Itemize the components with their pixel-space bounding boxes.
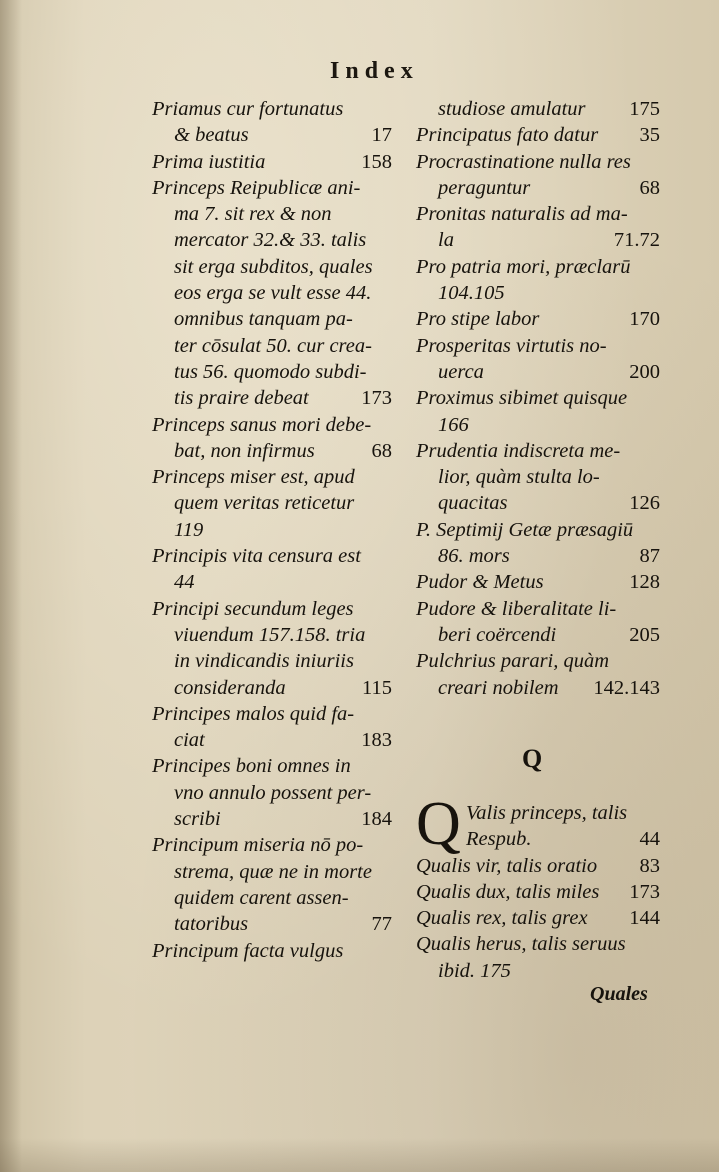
- entry-page-number: 44: [639, 828, 660, 851]
- entry-text: Pro patria mori, præclarū: [416, 255, 631, 278]
- entry-text: Procrastinatione nulla res: [416, 150, 631, 173]
- entry-text: ter cōsulat 50. cur crea-: [174, 334, 372, 357]
- index-entry: [152, 490, 392, 516]
- index-entry: [152, 333, 392, 359]
- index-entry: [416, 879, 660, 905]
- index-entry: [152, 438, 392, 464]
- page-edge-shadow: [0, 0, 22, 1172]
- entry-text: ma 7. sit rex & non: [174, 203, 332, 226]
- entry-page-number: 173: [361, 387, 392, 410]
- entry-text: tus 56. quomodo subdi-: [174, 360, 367, 383]
- index-entry: [152, 569, 392, 595]
- index-entry: [152, 385, 392, 411]
- index-entry: [152, 464, 392, 490]
- index-entry: [152, 911, 392, 937]
- q-entries: [416, 853, 660, 984]
- page-bottom-shadow: [0, 1138, 719, 1172]
- entry-page-number: 68: [639, 176, 660, 199]
- page-header: Index: [330, 58, 419, 84]
- index-entry: [416, 931, 660, 957]
- entry-text: Principes boni omnes in: [152, 755, 351, 778]
- drop-cap: Q: [416, 790, 461, 858]
- entry-text: Priamus cur fortunatus: [152, 98, 344, 120]
- index-column-right: [416, 96, 660, 701]
- entry-text: 104.105: [438, 282, 505, 305]
- entry-text: Pudor & Metus: [416, 571, 544, 594]
- entry-text: Principis vita censura est: [152, 545, 361, 568]
- index-entry: [152, 596, 392, 622]
- index-entry: [416, 149, 660, 175]
- entry-page-number: 142.143: [593, 676, 660, 699]
- index-entry: [152, 96, 392, 122]
- entry-text: la: [438, 229, 454, 252]
- index-entry: [152, 622, 392, 648]
- entry-text: Respub.: [466, 828, 532, 851]
- entry-text: Qualis dux, talis miles: [416, 880, 600, 903]
- entry-page-number: 158: [361, 150, 392, 173]
- index-entry: [416, 490, 660, 516]
- index-column-left: [152, 96, 392, 964]
- entry-text: peraguntur: [438, 176, 531, 199]
- entry-text: Prosperitas virtutis no-: [416, 334, 607, 357]
- entry-text: uerca: [438, 360, 484, 383]
- entry-text: Principes malos quid fa-: [152, 702, 355, 725]
- entry-text: in vindicandis iniuriis: [174, 650, 354, 673]
- entry-text: Pronitas naturalis ad ma-: [416, 203, 628, 226]
- entry-text: ciat: [174, 729, 205, 752]
- index-entry: [416, 412, 660, 438]
- entry-text: & beatus: [174, 124, 249, 147]
- index-entry: [152, 412, 392, 438]
- entry-text: 166: [438, 413, 469, 436]
- index-entry: [152, 806, 392, 832]
- index-entry: [416, 438, 660, 464]
- index-entry: [416, 333, 660, 359]
- entry-text: scribi: [174, 808, 221, 831]
- index-entry: [416, 958, 660, 984]
- index-entry: [416, 543, 660, 569]
- index-entry: [152, 175, 392, 201]
- index-entry: [416, 359, 660, 385]
- entry-text: omnibus tanquam pa-: [174, 308, 353, 331]
- entry-page-number: 128: [629, 571, 660, 594]
- index-entry: [416, 596, 660, 622]
- index-entry: [416, 122, 660, 148]
- index-entry: [152, 648, 392, 674]
- index-entry: [416, 464, 660, 490]
- index-entry: [152, 727, 392, 753]
- entry-page-number: 184: [361, 808, 392, 831]
- entry-text: studiose amulatur: [438, 98, 586, 120]
- q-section: [416, 790, 660, 984]
- index-entry: [152, 280, 392, 306]
- index-entry: [152, 149, 392, 175]
- entry-text: quem veritas reticetur: [174, 492, 355, 515]
- index-entry: [416, 280, 660, 306]
- entry-text: quacitas: [438, 492, 508, 515]
- index-entry: [416, 175, 660, 201]
- entry-text: Valis princeps, talis: [466, 802, 628, 824]
- entry-page-number: 173: [629, 880, 660, 903]
- entry-text: strema, quæ ne in morte: [174, 860, 372, 883]
- entry-text: Principum facta vulgus: [152, 939, 344, 962]
- index-entry: [152, 254, 392, 280]
- index-entry: [152, 543, 392, 569]
- entry-page-number: 170: [629, 308, 660, 331]
- index-entry: [152, 359, 392, 385]
- entry-page-number: 175: [629, 98, 660, 120]
- entry-text: lior, quàm stulta lo-: [438, 466, 600, 489]
- entry-text: sit erga subditos, quales: [174, 255, 373, 278]
- index-entry: [416, 96, 660, 122]
- entry-text: vno annulo possent per-: [174, 781, 372, 804]
- entry-text: Prima iustitia: [152, 150, 266, 173]
- entry-text: Qualis vir, talis oratio: [416, 854, 598, 877]
- entry-page-number: 83: [639, 854, 660, 877]
- entry-page-number: 115: [362, 676, 392, 699]
- entry-text: Principatus fato datur: [416, 124, 599, 147]
- entry-text: Pro stipe labor: [416, 308, 540, 331]
- entry-text: Principi secundum leges: [152, 597, 354, 620]
- index-entry: [416, 254, 660, 280]
- index-entry: [152, 780, 392, 806]
- entry-text: tatoribus: [174, 913, 249, 936]
- entry-text: ibid. 175: [438, 959, 511, 982]
- entry-text: 44: [174, 571, 195, 594]
- entry-text: tis praire debeat: [174, 387, 309, 410]
- index-entry: [416, 227, 660, 253]
- index-entry: [152, 885, 392, 911]
- entry-text: Qualis rex, talis grex: [416, 907, 588, 930]
- entry-text: Pulchrius parari, quàm: [416, 650, 610, 673]
- entry-text: 86. mors: [438, 545, 510, 568]
- index-entry: [152, 675, 392, 701]
- entry-text: consideranda: [174, 676, 286, 699]
- catchword: Quales: [590, 983, 648, 1005]
- entry-text: Principum miseria nō po-: [152, 834, 364, 857]
- entry-text: Princeps Reipublicæ ani-: [152, 176, 361, 199]
- index-entry: [152, 859, 392, 885]
- index-entry: [152, 306, 392, 332]
- entry-text: bat, non infirmus: [174, 439, 315, 462]
- entry-page-number: 68: [371, 439, 392, 462]
- entry-text: beri coërcendi: [438, 623, 557, 646]
- entry-page-number: 205: [629, 623, 660, 646]
- entry-text: quidem carent assen-: [174, 886, 349, 909]
- section-letter: Q: [522, 744, 543, 773]
- entry-page-number: 183: [361, 729, 392, 752]
- index-entry: [152, 832, 392, 858]
- index-entry: [152, 122, 392, 148]
- index-entry: [416, 569, 660, 595]
- entry-page-number: 200: [629, 360, 660, 383]
- entry-text: Qualis herus, talis seruus: [416, 933, 626, 956]
- entry-text: Princeps sanus mori debe-: [152, 413, 372, 436]
- entry-page-number: 17: [371, 124, 392, 147]
- entry-text: Pudore & liberalitate li-: [416, 597, 617, 620]
- entry-text: creari nobilem: [438, 676, 559, 699]
- index-entry: [152, 227, 392, 253]
- index-entry: [416, 201, 660, 227]
- entry-text: Princeps miser est, apud: [152, 466, 355, 489]
- index-entry: [416, 622, 660, 648]
- entry-page-number: 126: [629, 492, 660, 515]
- index-entry: [416, 675, 660, 701]
- entry-text: viuendum 157.158. tria: [174, 623, 366, 646]
- entry-page-number: 87: [639, 545, 660, 568]
- entry-page-number: 71.72: [613, 229, 660, 252]
- index-entry: [416, 385, 660, 411]
- index-entry: [416, 648, 660, 674]
- entry-text: P. Septimij Getæ præsagiū: [416, 518, 634, 541]
- entry-page-number: 35: [639, 124, 660, 147]
- entry-text: 119: [174, 518, 204, 541]
- entry-page-number: 77: [371, 913, 392, 936]
- entry-text: Proximus sibimet quisque: [416, 387, 628, 410]
- entry-text: mercator 32.& 33. talis: [174, 229, 367, 252]
- index-entry: [152, 701, 392, 727]
- index-entry: [152, 753, 392, 779]
- index-entry: [416, 905, 660, 931]
- entry-text: eos erga se vult esse 44.: [174, 282, 372, 305]
- index-entry: [152, 938, 392, 964]
- entry-page-number: 144: [629, 907, 660, 930]
- index-entry: [152, 201, 392, 227]
- entry-text: Prudentia indiscreta me-: [416, 439, 621, 462]
- index-entry: [416, 517, 660, 543]
- index-entry: [152, 517, 392, 543]
- index-entry: [416, 306, 660, 332]
